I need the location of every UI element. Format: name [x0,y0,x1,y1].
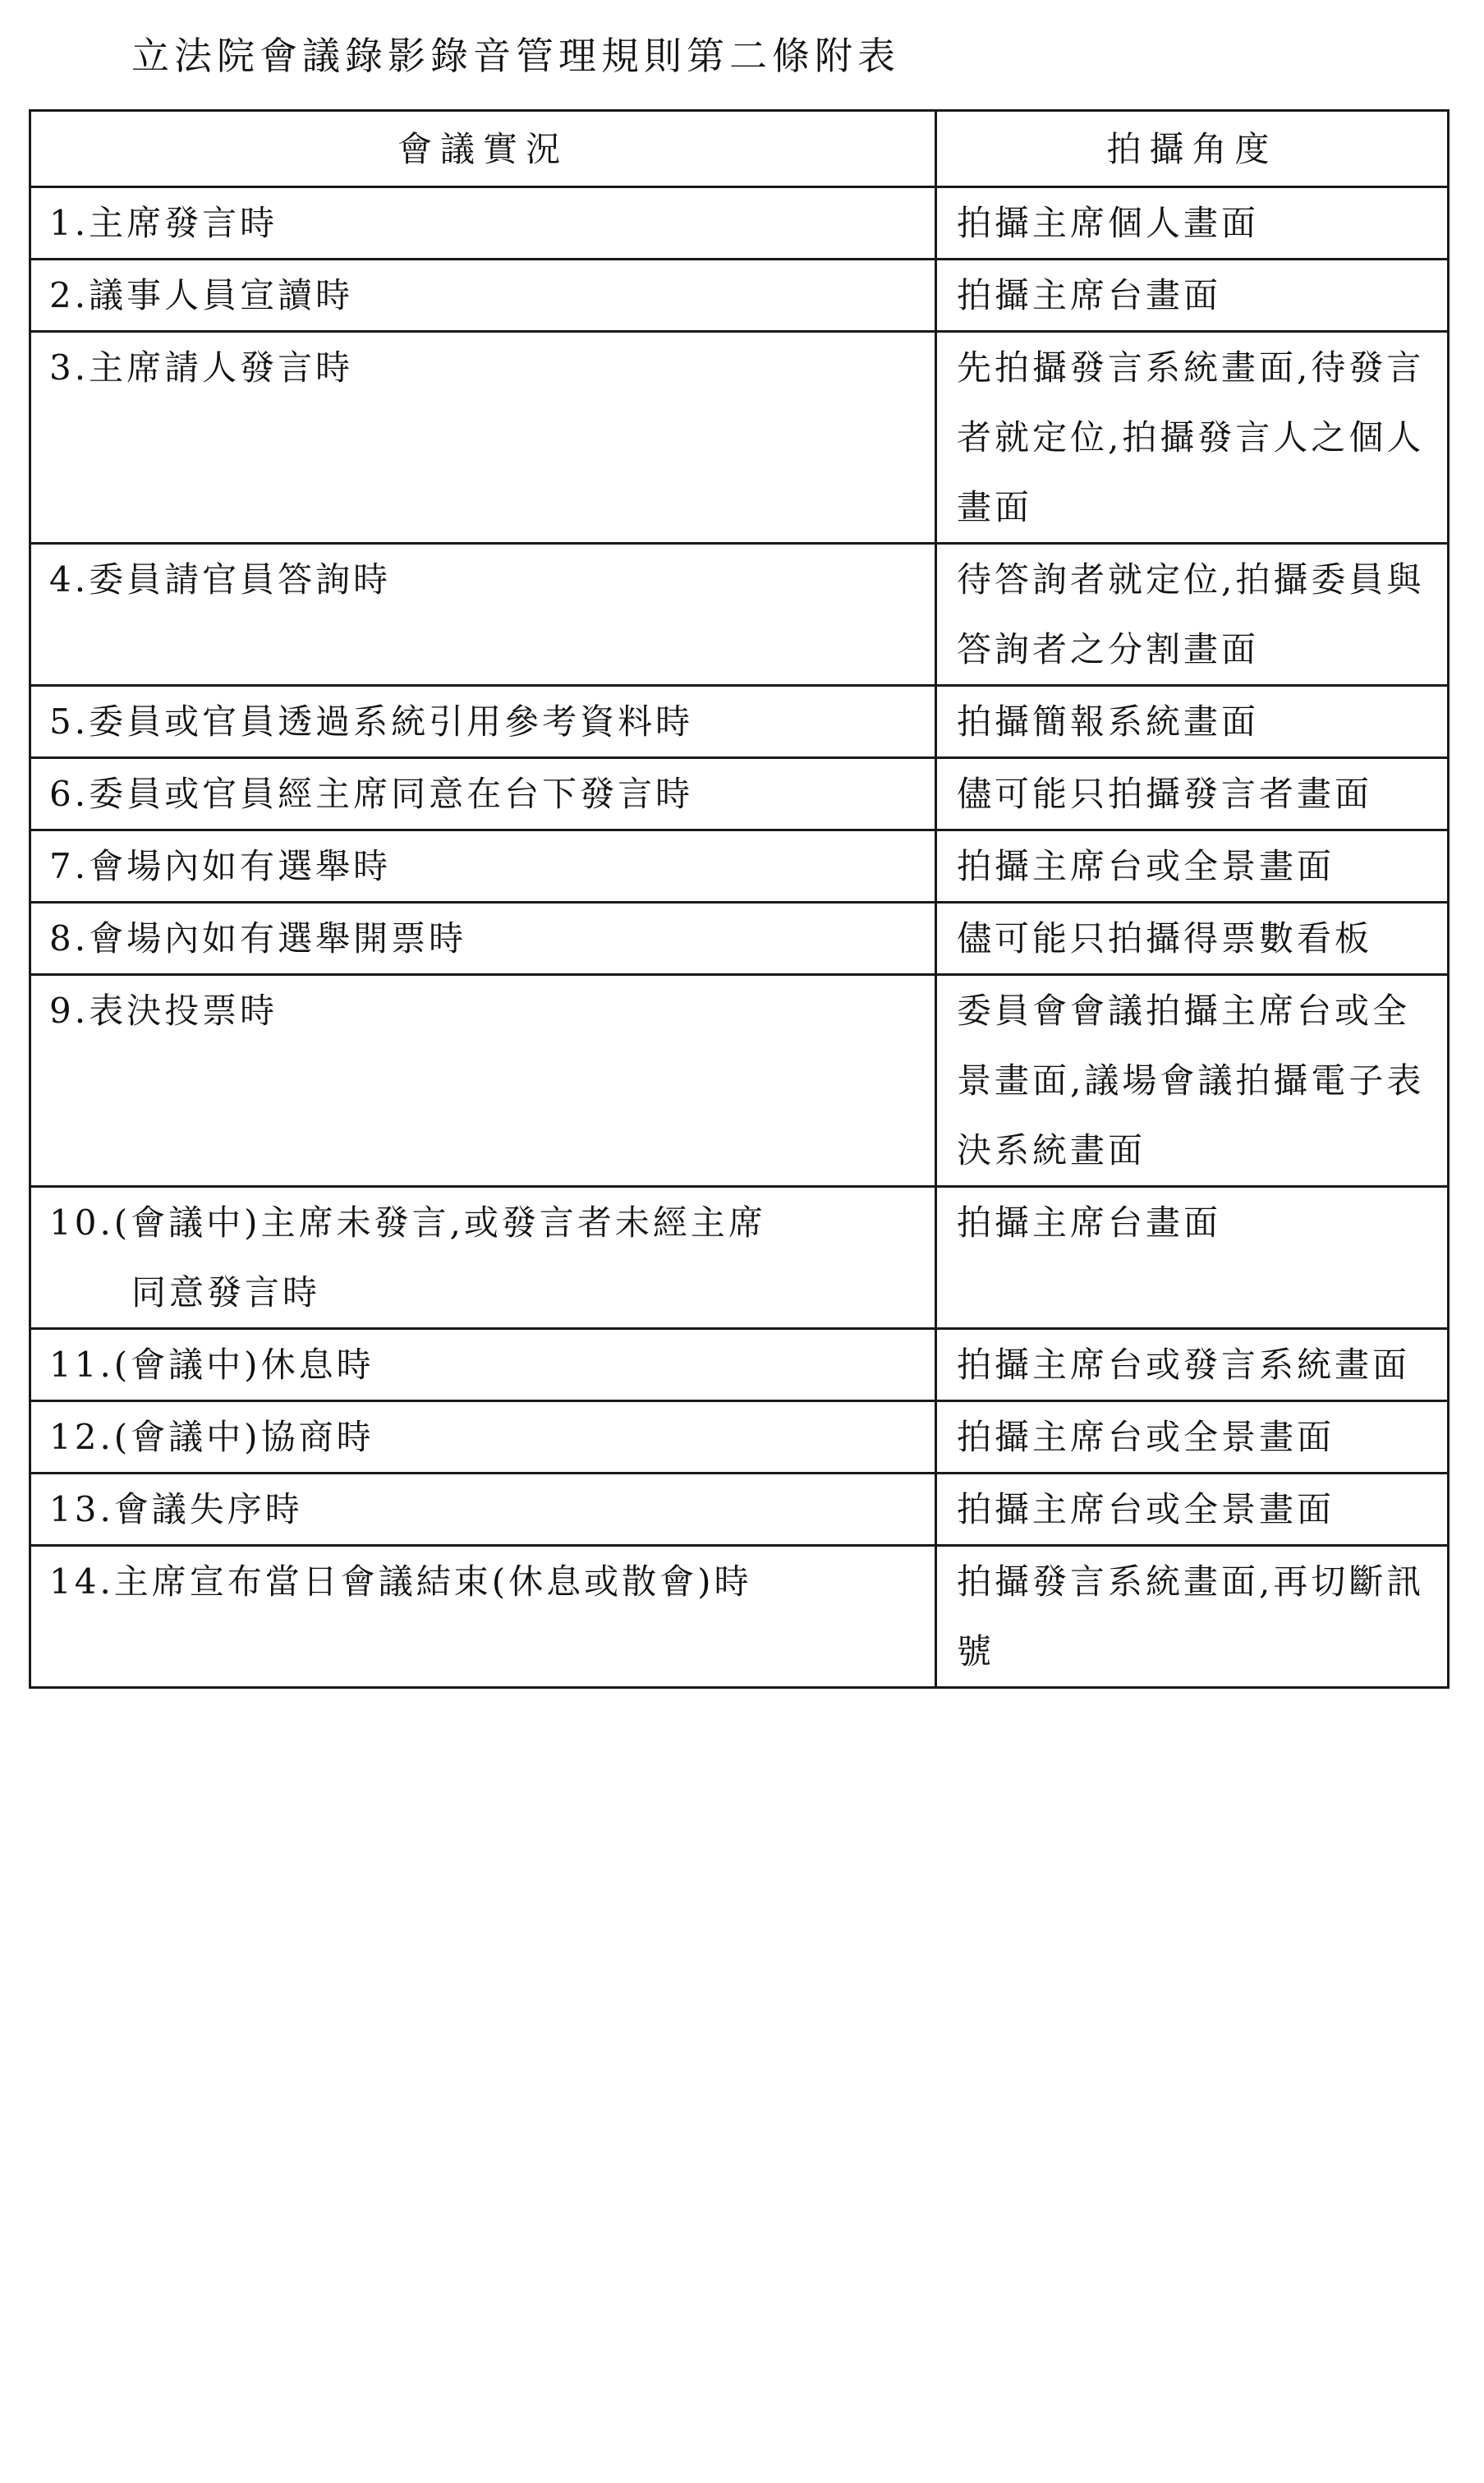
angle-cell: 拍攝主席台或全景畫面 [936,1401,1449,1474]
angle-cell: 儘可能只拍攝得票數看板 [936,903,1449,975]
table-row [30,260,1449,332]
angle-cell: 待答詢者就定位,拍攝委員與答詢者之分割畫面 [936,544,1449,686]
angle-cell: 拍攝主席台或全景畫面 [936,1474,1449,1546]
table-row [30,903,1449,975]
angle-cell: 拍攝發言系統畫面,再切斷訊號 [936,1546,1449,1688]
situation-cell: 11.(會議中)休息時 [30,1329,936,1401]
situation-cell: 8.會場內如有選舉開票時 [30,903,936,975]
header-angle: 拍攝角度 [936,111,1449,187]
situation-cell: 3.主席請人發言時 [30,332,936,544]
table-row [30,1546,1449,1688]
angle-cell: 拍攝主席台或發言系統畫面 [936,1329,1449,1401]
situation-cell: 2.議事人員宣讀時 [30,260,936,332]
situation-cell: 12.(會議中)協商時 [30,1401,936,1474]
angle-cell: 拍攝主席台畫面 [936,1187,1449,1329]
table-row [30,830,1449,903]
table-row [30,975,1449,1187]
angle-cell: 先拍攝發言系統畫面,待發言者就定位,拍攝發言人之個人畫面 [936,332,1449,544]
situation-cell: 4.委員請官員答詢時 [30,544,936,686]
table-row [30,1401,1449,1474]
situation-cell: 1.主席發言時 [30,187,936,260]
table-row [30,686,1449,758]
angle-cell: 儘可能只拍攝發言者畫面 [936,758,1449,830]
table-row [30,187,1449,260]
angle-cell: 拍攝主席台或全景畫面 [936,830,1449,903]
table-row [30,332,1449,544]
table-row [30,1329,1449,1401]
table-row [30,1187,1449,1329]
angle-cell: 拍攝主席個人畫面 [936,187,1449,260]
situation-cell: 13.會議失序時 [30,1474,936,1546]
situation-text-continued: 同意發言時 [131,1272,321,1313]
attachment-table [29,109,1450,1689]
situation-text: 10.(會議中)主席未發言,或發言者未經主席 [49,1202,766,1243]
table-row [30,758,1449,830]
situation-cell: 5.委員或官員透過系統引用參考資料時 [30,686,936,758]
table-row [30,544,1449,686]
angle-cell: 拍攝簡報系統畫面 [936,686,1449,758]
table-row [30,1474,1449,1546]
angle-cell: 拍攝主席台畫面 [936,260,1449,332]
situation-cell: 6.委員或官員經主席同意在台下發言時 [30,758,936,830]
situation-cell: 7.會場內如有選舉時 [30,830,936,903]
document-title: 立法院會議錄影錄音管理規則第二條附表 [131,34,900,78]
angle-cell: 委員會會議拍攝主席台或全景畫面,議場會議拍攝電子表決系統畫面 [936,975,1449,1187]
situation-cell: 9.表決投票時 [30,975,936,1187]
table-header-row [30,111,1449,187]
situation-cell [30,1187,936,1329]
header-situation: 會議實況 [30,111,936,187]
situation-cell: 14.主席宣布當日會議結束(休息或散會)時 [30,1546,936,1688]
